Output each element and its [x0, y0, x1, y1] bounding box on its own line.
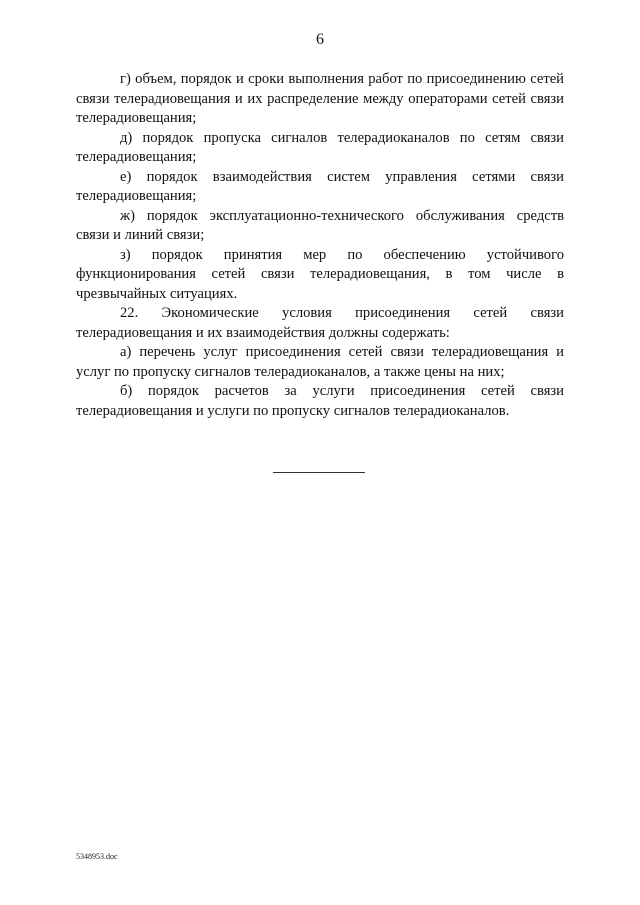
end-divider [273, 472, 365, 473]
footer-file-code: 5348953.doc [76, 852, 118, 861]
paragraph-item-z: з) порядок принятия мер по обеспечению устойчивого функционирования сетей связи телерадиовещания, в том числе в чрезвычайных ситуациях. [76, 246, 564, 302]
page-number: 6 [316, 31, 324, 48]
paragraph-item-d: д) порядок пропуска сигналов телерадиоканалов по сетям связи телерадиовещания; [76, 129, 564, 165]
paragraph-item-g: г) объем, порядок и сроки выполнения работ по присоединению сетей связи телерадиовещания и их распределение между операторами сетей связи телерадиовещания; [76, 71, 564, 126]
paragraph-item-a: а) перечень услуг присоединения сетей связи телерадиовещания и услуг по пропуску сигналов телерадиоканалов, а также цены на них; [76, 344, 564, 380]
paragraph-section-22: 22. Экономические условия присоединения сетей связи телерадиовещания и их взаимодействия должны содержать: [76, 305, 564, 341]
paragraph-item-b: б) порядок расчетов за услуги присоединения сетей связи телерадиовещания и услуги по пропуску сигналов телерадиоканалов. [76, 383, 564, 419]
document-body [76, 70, 564, 421]
paragraph-item-zh: ж) порядок эксплуатационно-технического обслуживания средств связи и линий связи; [76, 207, 564, 243]
paragraph-item-e: е) порядок взаимодействия систем управления сетями связи телерадиовещания; [76, 168, 564, 204]
